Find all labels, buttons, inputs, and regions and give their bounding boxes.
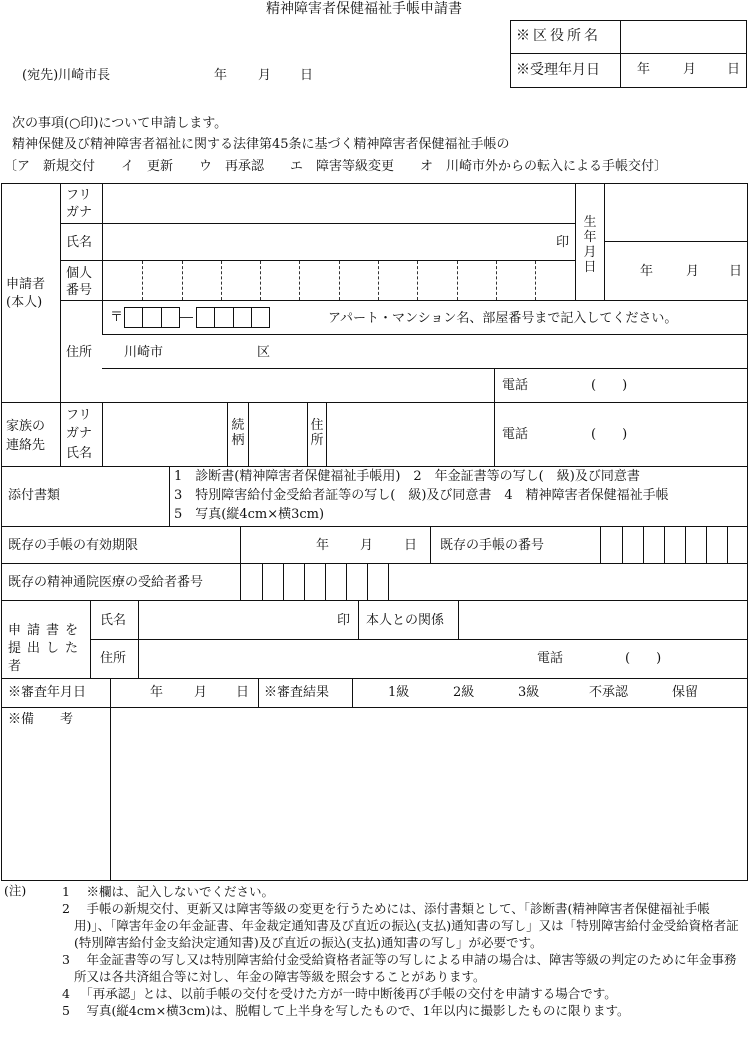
apartment-note: アパート・マンション名、部屋番号まで記入してください。: [328, 311, 678, 326]
validity-year: 年: [316, 538, 330, 553]
note-item: 5 写真(縦4cm×横3cm)は、脱帽して上半身を写したもので、1年以内に撮影したものに限ります。: [62, 1003, 630, 1018]
clinic-number-label: 既存の精神通院医療の受給者番号: [8, 575, 204, 590]
note-item: 4 「再承認」とは、以前手帳の交付を受けた方が一時中断後再び手帳の交付を申請する場合です。: [62, 986, 617, 1001]
birth-year: 年: [640, 264, 654, 279]
remarks-field[interactable]: [111, 708, 747, 880]
review-result-option: 1級: [388, 685, 410, 700]
postal-code-boxes-1[interactable]: [124, 307, 180, 328]
submitter-name-field[interactable]: [139, 601, 334, 638]
family-relation-field[interactable]: [249, 403, 306, 465]
submitter-relation-field[interactable]: [459, 601, 747, 638]
application-year: 年: [214, 68, 228, 83]
review-result-option: 2級: [453, 685, 475, 700]
application-day: 日: [300, 68, 314, 83]
family-name-field[interactable]: [103, 403, 226, 465]
note-item: 2 手帳の新規交付、更新又は障害等級の変更を行うためには、添付書類として、「診断書(精神障害者保健福祉手帳用)」、「障害年金の年金証書、年金裁定通知書及び直近の振込(支払)通知書の写し」又は「特別障害給付金受給資格者証(特別障害給付金支給決定通知書)及び直近の振込(支払)通知書の写し」が必要です。: [62, 901, 739, 950]
review-result-option: 保留: [672, 685, 699, 700]
personal-number-field[interactable]: [103, 261, 574, 299]
birth-month: 月: [686, 264, 700, 279]
note-item: 1 ※欄は、記入しないでください。: [62, 884, 275, 899]
note-item: 3 年金証書等の写し又は特別障害給付金受給資格者証等の写しによる申請の場合は、障害等級の判定のために年金事務所又は各共済組合等に対し、年金の障害等級を照会することがあります。: [62, 952, 737, 984]
ward-name: 区: [257, 345, 271, 360]
birth-date-field[interactable]: [605, 242, 747, 299]
notes-list: [22, 883, 744, 1019]
personal-number-label: 個人番号: [66, 266, 93, 298]
submitter-address-field[interactable]: [139, 640, 529, 677]
review-result-option: 不承認: [589, 685, 629, 700]
birth-date-label: 生年月日: [583, 215, 597, 275]
clinic-number-field[interactable]: [241, 564, 388, 599]
family-phone-parens[interactable]: ( ): [591, 427, 628, 442]
applicant-name-label: 氏名: [66, 235, 93, 250]
received-year: 年: [637, 62, 651, 77]
review-year: 年: [150, 685, 164, 700]
applicant-furigana-label: フリガナ: [66, 188, 93, 220]
remarks-label: ※備 考: [8, 712, 74, 727]
validity-day: 日: [404, 538, 418, 553]
application-month: 月: [258, 68, 272, 83]
ward-office-field[interactable]: [621, 21, 746, 52]
existing-number-field[interactable]: [601, 527, 747, 562]
postal-dash: ―: [180, 310, 193, 325]
review-month: 月: [194, 685, 208, 700]
applicant-name-field[interactable]: [103, 224, 553, 259]
applicant-seal: 印: [556, 235, 570, 250]
birth-day: 日: [729, 264, 743, 279]
review-result-option: 3級: [518, 685, 540, 700]
applicant-section-label: 申請者(本人): [6, 277, 46, 310]
intro-line-1: 次の事項(○印)について申請します。: [12, 116, 228, 131]
applicant-address-label: 住所: [66, 345, 93, 360]
family-furigana-label: フリガナ: [66, 408, 93, 441]
submitter-relation-label: 本人との関係: [366, 613, 445, 628]
ward-office-label: ※区役所名: [516, 28, 601, 44]
family-relation-label: 続柄: [231, 418, 245, 448]
received-month: 月: [683, 62, 697, 77]
submitter-name-label: 氏名: [100, 613, 127, 628]
city-name: 川崎市: [124, 345, 164, 360]
application-type-options[interactable]: 〔ア 新規交付 イ 更新 ウ 再承認 エ 障害等級変更 オ 川崎市外からの転入による手帳交付〕: [4, 159, 668, 174]
attachment-line-1[interactable]: 1 診断書(精神障害者保健福祉手帳用) 2 年金証書等の写し( 級)及び同意書: [174, 469, 640, 484]
notes-heading: (注): [4, 883, 27, 898]
family-phone-label: 電話: [502, 427, 529, 442]
addressee: (宛先)川崎市長: [22, 68, 111, 83]
attachment-line-3[interactable]: 5 写真(縦4cm×横3cm): [174, 507, 325, 522]
postal-mark: 〒: [110, 310, 124, 325]
submitter-phone-label: 電話: [537, 651, 564, 666]
form-title: 精神障害者保健福祉手帳申請書: [266, 1, 462, 17]
review-result-label: ※審査結果: [264, 685, 330, 700]
received-date-label: ※受理年月日: [516, 62, 600, 78]
family-address-label: 住所: [310, 418, 324, 448]
applicant-address-field[interactable]: [103, 369, 493, 401]
applicant-phone-label: 電話: [502, 378, 529, 393]
applicant-phone-parens[interactable]: ( ): [591, 378, 628, 393]
intro-line-2: 精神保健及び精神障害者福祉に関する法律第45条に基づく精神障害者保健福祉手帳の: [12, 137, 510, 152]
family-name-label: 氏名: [66, 446, 93, 461]
existing-validity-field[interactable]: [241, 527, 429, 562]
family-section-label: 家族の連絡先: [6, 419, 46, 453]
submitter-seal: 印: [337, 613, 351, 628]
validity-month: 月: [360, 538, 374, 553]
submitter-phone-parens[interactable]: ( ): [625, 651, 662, 666]
submitter-address-label: 住所: [100, 651, 127, 666]
existing-validity-label: 既存の手帳の有効期限: [8, 538, 139, 553]
received-day: 日: [727, 62, 741, 77]
review-date-label: ※審査年月日: [8, 685, 87, 700]
existing-number-label: 既存の手帳の番号: [440, 538, 545, 553]
attachment-line-2[interactable]: 3 特別障害給付金受給者証等の写し( 級)及び同意書 4 精神障害者保健福祉手帳: [174, 488, 669, 503]
family-address-field[interactable]: [327, 403, 493, 465]
attachments-label: 添付書類: [8, 488, 61, 503]
applicant-furigana-field[interactable]: [103, 184, 574, 222]
review-day: 日: [236, 685, 250, 700]
postal-code-boxes-2[interactable]: [196, 307, 270, 328]
submitter-section-label: 申請書を提出した者: [8, 623, 85, 674]
